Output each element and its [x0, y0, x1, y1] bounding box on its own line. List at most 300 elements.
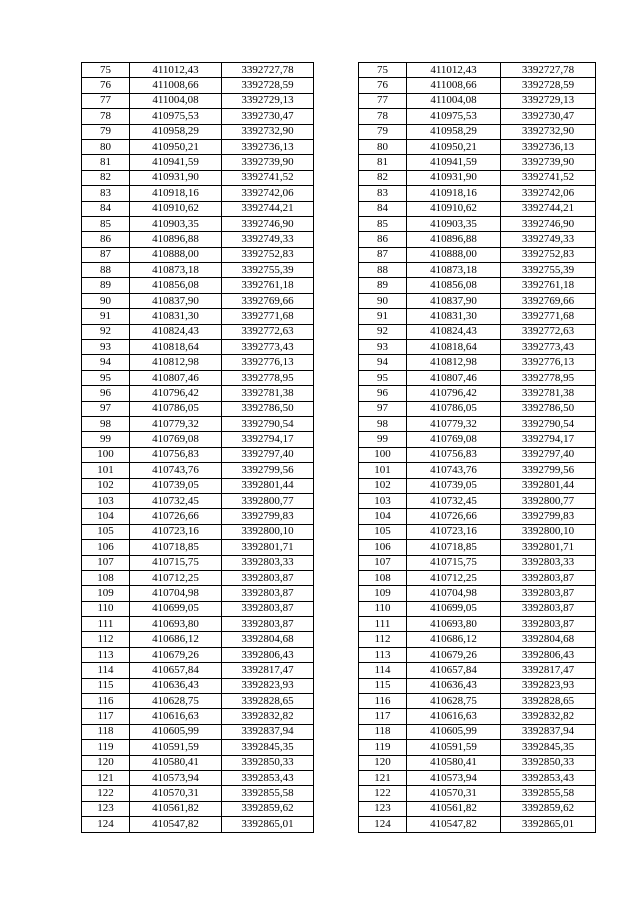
column-separator — [314, 524, 359, 539]
left-point-number-cell: 120 — [82, 755, 130, 770]
left-point-number-cell: 104 — [82, 509, 130, 524]
column-separator — [314, 801, 359, 816]
table-row — [82, 463, 596, 478]
left-y-coordinate-cell: 3392859,62 — [222, 801, 314, 816]
right-point-number-cell: 84 — [359, 201, 407, 216]
left-y-coordinate-cell: 3392804,68 — [222, 632, 314, 647]
table-row — [82, 139, 596, 154]
left-y-coordinate-cell: 3392817,47 — [222, 663, 314, 678]
right-y-coordinate-cell: 3392799,56 — [501, 463, 596, 478]
left-y-coordinate-cell: 3392790,54 — [222, 416, 314, 431]
table-row — [82, 293, 596, 308]
right-x-coordinate-cell: 410686,12 — [407, 632, 501, 647]
right-x-coordinate-cell: 410756,83 — [407, 447, 501, 462]
right-point-number-cell: 92 — [359, 324, 407, 339]
right-y-coordinate-cell: 3392859,62 — [501, 801, 596, 816]
left-point-number-cell: 113 — [82, 647, 130, 662]
right-point-number-cell: 91 — [359, 309, 407, 324]
left-point-number-cell: 81 — [82, 155, 130, 170]
table-row — [82, 647, 596, 662]
left-y-coordinate-cell: 3392837,94 — [222, 724, 314, 739]
right-x-coordinate-cell: 410958,29 — [407, 124, 501, 139]
table-row — [82, 416, 596, 431]
left-point-number-cell: 87 — [82, 247, 130, 262]
right-y-coordinate-cell: 3392828,65 — [501, 694, 596, 709]
right-x-coordinate-cell: 410769,08 — [407, 432, 501, 447]
right-y-coordinate-cell: 3392755,39 — [501, 263, 596, 278]
column-separator — [314, 263, 359, 278]
table-row — [82, 724, 596, 739]
right-point-number-cell: 102 — [359, 478, 407, 493]
right-point-number-cell: 87 — [359, 247, 407, 262]
left-y-coordinate-cell: 3392803,87 — [222, 570, 314, 585]
left-x-coordinate-cell: 410726,66 — [130, 509, 222, 524]
right-x-coordinate-cell: 410573,94 — [407, 770, 501, 785]
left-point-number-cell: 77 — [82, 93, 130, 108]
left-y-coordinate-cell: 3392741,52 — [222, 170, 314, 185]
right-x-coordinate-cell: 410636,43 — [407, 678, 501, 693]
left-y-coordinate-cell: 3392806,43 — [222, 647, 314, 662]
right-point-number-cell: 122 — [359, 786, 407, 801]
table-row — [82, 540, 596, 555]
left-point-number-cell: 75 — [82, 63, 130, 78]
left-x-coordinate-cell: 410561,82 — [130, 801, 222, 816]
left-point-number-cell: 91 — [82, 309, 130, 324]
right-point-number-cell: 110 — [359, 601, 407, 616]
left-y-coordinate-cell: 3392800,77 — [222, 493, 314, 508]
left-x-coordinate-cell: 410818,64 — [130, 340, 222, 355]
left-point-number-cell: 107 — [82, 555, 130, 570]
left-point-number-cell: 86 — [82, 232, 130, 247]
column-separator — [314, 155, 359, 170]
left-x-coordinate-cell: 410903,35 — [130, 216, 222, 231]
left-y-coordinate-cell: 3392803,87 — [222, 586, 314, 601]
right-x-coordinate-cell: 410824,43 — [407, 324, 501, 339]
column-separator — [314, 786, 359, 801]
right-y-coordinate-cell: 3392749,33 — [501, 232, 596, 247]
right-point-number-cell: 103 — [359, 493, 407, 508]
column-separator — [314, 170, 359, 185]
right-y-coordinate-cell: 3392800,10 — [501, 524, 596, 539]
table-row — [82, 601, 596, 616]
left-y-coordinate-cell: 3392832,82 — [222, 709, 314, 724]
right-point-number-cell: 89 — [359, 278, 407, 293]
left-x-coordinate-cell: 410779,32 — [130, 416, 222, 431]
left-point-number-cell: 116 — [82, 694, 130, 709]
right-y-coordinate-cell: 3392855,58 — [501, 786, 596, 801]
right-point-number-cell: 121 — [359, 770, 407, 785]
left-y-coordinate-cell: 3392769,66 — [222, 293, 314, 308]
left-x-coordinate-cell: 410837,90 — [130, 293, 222, 308]
right-point-number-cell: 124 — [359, 817, 407, 832]
left-y-coordinate-cell: 3392799,83 — [222, 509, 314, 524]
right-point-number-cell: 82 — [359, 170, 407, 185]
column-separator — [314, 309, 359, 324]
left-point-number-cell: 83 — [82, 186, 130, 201]
right-x-coordinate-cell: 411004,08 — [407, 93, 501, 108]
right-point-number-cell: 107 — [359, 555, 407, 570]
left-y-coordinate-cell: 3392799,56 — [222, 463, 314, 478]
right-y-coordinate-cell: 3392736,13 — [501, 139, 596, 154]
left-point-number-cell: 96 — [82, 386, 130, 401]
right-y-coordinate-cell: 3392778,95 — [501, 370, 596, 385]
left-x-coordinate-cell: 410591,59 — [130, 740, 222, 755]
column-separator — [314, 340, 359, 355]
right-y-coordinate-cell: 3392845,35 — [501, 740, 596, 755]
table-row — [82, 709, 596, 724]
column-separator — [314, 694, 359, 709]
table-row — [82, 63, 596, 78]
right-y-coordinate-cell: 3392799,83 — [501, 509, 596, 524]
left-x-coordinate-cell: 410605,99 — [130, 724, 222, 739]
left-y-coordinate-cell: 3392771,68 — [222, 309, 314, 324]
right-y-coordinate-cell: 3392801,44 — [501, 478, 596, 493]
left-point-number-cell: 124 — [82, 817, 130, 832]
left-point-number-cell: 119 — [82, 740, 130, 755]
right-x-coordinate-cell: 410704,98 — [407, 586, 501, 601]
left-point-number-cell: 109 — [82, 586, 130, 601]
right-x-coordinate-cell: 410896,88 — [407, 232, 501, 247]
left-y-coordinate-cell: 3392853,43 — [222, 770, 314, 785]
right-point-number-cell: 120 — [359, 755, 407, 770]
right-x-coordinate-cell: 410561,82 — [407, 801, 501, 816]
left-point-number-cell: 80 — [82, 139, 130, 154]
column-separator — [314, 478, 359, 493]
right-x-coordinate-cell: 410693,80 — [407, 617, 501, 632]
right-point-number-cell: 104 — [359, 509, 407, 524]
left-x-coordinate-cell: 410796,42 — [130, 386, 222, 401]
right-x-coordinate-cell: 410950,21 — [407, 139, 501, 154]
left-x-coordinate-cell: 411008,66 — [130, 78, 222, 93]
right-x-coordinate-cell: 410818,64 — [407, 340, 501, 355]
right-point-number-cell: 108 — [359, 570, 407, 585]
left-y-coordinate-cell: 3392803,33 — [222, 555, 314, 570]
table-row — [82, 478, 596, 493]
right-x-coordinate-cell: 410712,25 — [407, 570, 501, 585]
left-point-number-cell: 112 — [82, 632, 130, 647]
column-separator — [314, 401, 359, 416]
column-separator — [314, 678, 359, 693]
right-x-coordinate-cell: 410732,45 — [407, 493, 501, 508]
coordinates-table — [81, 62, 596, 833]
table-row — [82, 309, 596, 324]
right-y-coordinate-cell: 3392803,33 — [501, 555, 596, 570]
right-point-number-cell: 112 — [359, 632, 407, 647]
left-x-coordinate-cell: 410732,45 — [130, 493, 222, 508]
left-x-coordinate-cell: 410739,05 — [130, 478, 222, 493]
left-point-number-cell: 111 — [82, 617, 130, 632]
left-y-coordinate-cell: 3392778,95 — [222, 370, 314, 385]
left-y-coordinate-cell: 3392773,43 — [222, 340, 314, 355]
left-y-coordinate-cell: 3392728,59 — [222, 78, 314, 93]
left-point-number-cell: 115 — [82, 678, 130, 693]
right-y-coordinate-cell: 3392752,83 — [501, 247, 596, 262]
right-y-coordinate-cell: 3392850,33 — [501, 755, 596, 770]
right-y-coordinate-cell: 3392853,43 — [501, 770, 596, 785]
left-y-coordinate-cell: 3392744,21 — [222, 201, 314, 216]
column-separator — [314, 617, 359, 632]
left-point-number-cell: 97 — [82, 401, 130, 416]
column-separator — [314, 216, 359, 231]
left-x-coordinate-cell: 410756,83 — [130, 447, 222, 462]
table-row — [82, 216, 596, 231]
right-point-number-cell: 113 — [359, 647, 407, 662]
left-point-number-cell: 103 — [82, 493, 130, 508]
left-x-coordinate-cell: 411004,08 — [130, 93, 222, 108]
right-y-coordinate-cell: 3392741,52 — [501, 170, 596, 185]
left-point-number-cell: 123 — [82, 801, 130, 816]
table-row — [82, 694, 596, 709]
right-y-coordinate-cell: 3392773,43 — [501, 340, 596, 355]
right-y-coordinate-cell: 3392865,01 — [501, 817, 596, 832]
right-x-coordinate-cell: 410888,00 — [407, 247, 501, 262]
left-x-coordinate-cell: 410715,75 — [130, 555, 222, 570]
left-point-number-cell: 121 — [82, 770, 130, 785]
column-separator — [314, 416, 359, 431]
right-y-coordinate-cell: 3392727,78 — [501, 63, 596, 78]
column-separator — [314, 124, 359, 139]
right-point-number-cell: 94 — [359, 355, 407, 370]
left-x-coordinate-cell: 410636,43 — [130, 678, 222, 693]
right-x-coordinate-cell: 410812,98 — [407, 355, 501, 370]
table-row — [82, 170, 596, 185]
right-x-coordinate-cell: 410723,16 — [407, 524, 501, 539]
table-row — [82, 447, 596, 462]
table-row — [82, 570, 596, 585]
table-row — [82, 786, 596, 801]
left-y-coordinate-cell: 3392803,87 — [222, 617, 314, 632]
left-x-coordinate-cell: 410686,12 — [130, 632, 222, 647]
right-point-number-cell: 90 — [359, 293, 407, 308]
right-x-coordinate-cell: 410726,66 — [407, 509, 501, 524]
right-x-coordinate-cell: 410975,53 — [407, 109, 501, 124]
right-x-coordinate-cell: 410941,59 — [407, 155, 501, 170]
right-x-coordinate-cell: 410570,31 — [407, 786, 501, 801]
column-separator — [314, 386, 359, 401]
right-x-coordinate-cell: 411008,66 — [407, 78, 501, 93]
left-x-coordinate-cell: 410570,31 — [130, 786, 222, 801]
right-x-coordinate-cell: 410837,90 — [407, 293, 501, 308]
left-point-number-cell: 78 — [82, 109, 130, 124]
table-row — [82, 386, 596, 401]
column-separator — [314, 447, 359, 462]
right-y-coordinate-cell: 3392781,38 — [501, 386, 596, 401]
right-x-coordinate-cell: 410591,59 — [407, 740, 501, 755]
right-y-coordinate-cell: 3392806,43 — [501, 647, 596, 662]
right-y-coordinate-cell: 3392729,13 — [501, 93, 596, 108]
right-x-coordinate-cell: 410657,84 — [407, 663, 501, 678]
column-separator — [314, 740, 359, 755]
left-y-coordinate-cell: 3392794,17 — [222, 432, 314, 447]
left-x-coordinate-cell: 410699,05 — [130, 601, 222, 616]
table-row — [82, 524, 596, 539]
left-point-number-cell: 93 — [82, 340, 130, 355]
table-row — [82, 340, 596, 355]
column-separator — [314, 63, 359, 78]
column-separator — [314, 632, 359, 647]
left-point-number-cell: 117 — [82, 709, 130, 724]
right-point-number-cell: 101 — [359, 463, 407, 478]
left-point-number-cell: 101 — [82, 463, 130, 478]
right-point-number-cell: 86 — [359, 232, 407, 247]
column-separator — [314, 370, 359, 385]
column-separator — [314, 493, 359, 508]
left-x-coordinate-cell: 410616,63 — [130, 709, 222, 724]
left-point-number-cell: 76 — [82, 78, 130, 93]
right-x-coordinate-cell: 410779,32 — [407, 416, 501, 431]
left-y-coordinate-cell: 3392772,63 — [222, 324, 314, 339]
right-point-number-cell: 81 — [359, 155, 407, 170]
right-point-number-cell: 105 — [359, 524, 407, 539]
left-x-coordinate-cell: 410657,84 — [130, 663, 222, 678]
left-point-number-cell: 122 — [82, 786, 130, 801]
table-body — [82, 63, 596, 833]
left-y-coordinate-cell: 3392803,87 — [222, 601, 314, 616]
right-y-coordinate-cell: 3392803,87 — [501, 586, 596, 601]
table-row — [82, 432, 596, 447]
left-x-coordinate-cell: 410573,94 — [130, 770, 222, 785]
column-separator — [314, 570, 359, 585]
right-y-coordinate-cell: 3392776,13 — [501, 355, 596, 370]
left-y-coordinate-cell: 3392727,78 — [222, 63, 314, 78]
left-y-coordinate-cell: 3392850,33 — [222, 755, 314, 770]
left-x-coordinate-cell: 410704,98 — [130, 586, 222, 601]
table-row — [82, 324, 596, 339]
right-y-coordinate-cell: 3392769,66 — [501, 293, 596, 308]
right-point-number-cell: 123 — [359, 801, 407, 816]
right-x-coordinate-cell: 410873,18 — [407, 263, 501, 278]
table-row — [82, 586, 596, 601]
right-y-coordinate-cell: 3392803,87 — [501, 570, 596, 585]
right-point-number-cell: 76 — [359, 78, 407, 93]
right-y-coordinate-cell: 3392803,87 — [501, 617, 596, 632]
right-point-number-cell: 79 — [359, 124, 407, 139]
left-x-coordinate-cell: 410679,26 — [130, 647, 222, 662]
column-separator — [314, 540, 359, 555]
left-point-number-cell: 114 — [82, 663, 130, 678]
right-x-coordinate-cell: 410715,75 — [407, 555, 501, 570]
left-y-coordinate-cell: 3392730,47 — [222, 109, 314, 124]
right-x-coordinate-cell: 410605,99 — [407, 724, 501, 739]
left-y-coordinate-cell: 3392781,38 — [222, 386, 314, 401]
left-point-number-cell: 89 — [82, 278, 130, 293]
column-separator — [314, 324, 359, 339]
left-point-number-cell: 95 — [82, 370, 130, 385]
left-point-number-cell: 82 — [82, 170, 130, 185]
table-row — [82, 109, 596, 124]
table-row — [82, 817, 596, 832]
table-row — [82, 355, 596, 370]
right-point-number-cell: 106 — [359, 540, 407, 555]
right-point-number-cell: 115 — [359, 678, 407, 693]
left-x-coordinate-cell: 410723,16 — [130, 524, 222, 539]
right-y-coordinate-cell: 3392746,90 — [501, 216, 596, 231]
right-point-number-cell: 80 — [359, 139, 407, 154]
table-row — [82, 770, 596, 785]
left-x-coordinate-cell: 410918,16 — [130, 186, 222, 201]
column-separator — [314, 555, 359, 570]
right-y-coordinate-cell: 3392771,68 — [501, 309, 596, 324]
left-point-number-cell: 79 — [82, 124, 130, 139]
table-row — [82, 186, 596, 201]
right-y-coordinate-cell: 3392790,54 — [501, 416, 596, 431]
right-y-coordinate-cell: 3392786,50 — [501, 401, 596, 416]
right-point-number-cell: 118 — [359, 724, 407, 739]
left-x-coordinate-cell: 410888,00 — [130, 247, 222, 262]
left-x-coordinate-cell: 410873,18 — [130, 263, 222, 278]
left-point-number-cell: 110 — [82, 601, 130, 616]
left-y-coordinate-cell: 3392865,01 — [222, 817, 314, 832]
right-x-coordinate-cell: 410616,63 — [407, 709, 501, 724]
left-y-coordinate-cell: 3392855,58 — [222, 786, 314, 801]
right-y-coordinate-cell: 3392742,06 — [501, 186, 596, 201]
left-point-number-cell: 100 — [82, 447, 130, 462]
left-point-number-cell: 105 — [82, 524, 130, 539]
table-row — [82, 263, 596, 278]
table-row — [82, 555, 596, 570]
right-point-number-cell: 116 — [359, 694, 407, 709]
right-x-coordinate-cell: 410699,05 — [407, 601, 501, 616]
right-y-coordinate-cell: 3392804,68 — [501, 632, 596, 647]
right-y-coordinate-cell: 3392794,17 — [501, 432, 596, 447]
left-y-coordinate-cell: 3392797,40 — [222, 447, 314, 462]
left-x-coordinate-cell: 410580,41 — [130, 755, 222, 770]
table-row — [82, 509, 596, 524]
right-y-coordinate-cell: 3392739,90 — [501, 155, 596, 170]
column-separator — [314, 293, 359, 308]
right-point-number-cell: 100 — [359, 447, 407, 462]
table-row — [82, 247, 596, 262]
table-row — [82, 155, 596, 170]
right-y-coordinate-cell: 3392817,47 — [501, 663, 596, 678]
right-y-coordinate-cell: 3392728,59 — [501, 78, 596, 93]
left-point-number-cell: 106 — [82, 540, 130, 555]
left-point-number-cell: 84 — [82, 201, 130, 216]
table-row — [82, 617, 596, 632]
table-row — [82, 232, 596, 247]
left-x-coordinate-cell: 410547,82 — [130, 817, 222, 832]
left-y-coordinate-cell: 3392823,93 — [222, 678, 314, 693]
column-separator — [314, 724, 359, 739]
right-point-number-cell: 78 — [359, 109, 407, 124]
column-separator — [314, 432, 359, 447]
right-x-coordinate-cell: 410903,35 — [407, 216, 501, 231]
right-y-coordinate-cell: 3392823,93 — [501, 678, 596, 693]
left-x-coordinate-cell: 410693,80 — [130, 617, 222, 632]
column-separator — [314, 663, 359, 678]
left-y-coordinate-cell: 3392800,10 — [222, 524, 314, 539]
left-point-number-cell: 90 — [82, 293, 130, 308]
column-separator — [314, 709, 359, 724]
right-y-coordinate-cell: 3392730,47 — [501, 109, 596, 124]
table-row — [82, 678, 596, 693]
right-y-coordinate-cell: 3392732,90 — [501, 124, 596, 139]
left-y-coordinate-cell: 3392736,13 — [222, 139, 314, 154]
left-x-coordinate-cell: 410931,90 — [130, 170, 222, 185]
right-y-coordinate-cell: 3392800,77 — [501, 493, 596, 508]
right-x-coordinate-cell: 410918,16 — [407, 186, 501, 201]
column-separator — [314, 232, 359, 247]
right-y-coordinate-cell: 3392837,94 — [501, 724, 596, 739]
column-separator — [314, 647, 359, 662]
right-point-number-cell: 75 — [359, 63, 407, 78]
table-row — [82, 201, 596, 216]
left-x-coordinate-cell: 410769,08 — [130, 432, 222, 447]
column-separator — [314, 601, 359, 616]
left-point-number-cell: 98 — [82, 416, 130, 431]
right-point-number-cell: 114 — [359, 663, 407, 678]
left-point-number-cell: 102 — [82, 478, 130, 493]
